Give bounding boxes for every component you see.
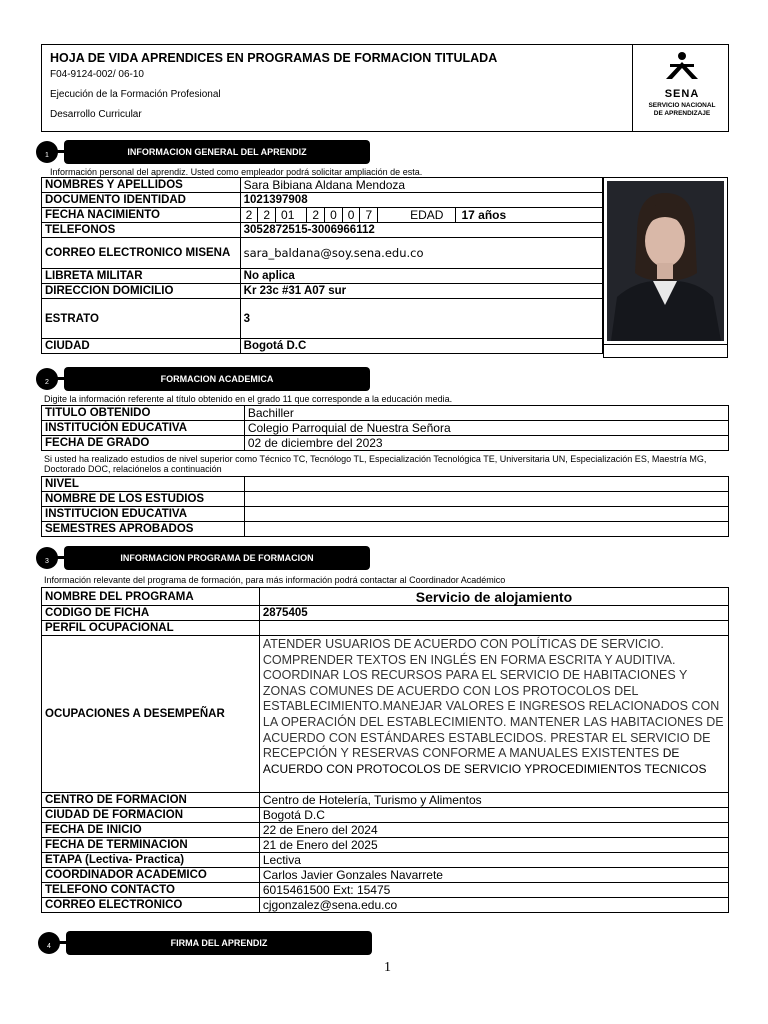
table-row bbox=[42, 606, 729, 621]
table-row bbox=[42, 284, 603, 299]
row-value bbox=[244, 507, 728, 522]
document-id-value: 1021397908 bbox=[240, 193, 602, 208]
higher-studies-note: Si usted ha realizado estudios de nivel superior como Técnico TC, Tecnólogo TL, Especialización Tecnológica TE, Universitaria UN, Especialización ES, Maestría MG, Doctorado DOC, relaciónelos a continuación bbox=[44, 454, 707, 474]
row-label: CORREO ELECTRONICO bbox=[42, 898, 260, 913]
row-label: SEMESTRES APROBADOS bbox=[42, 522, 245, 537]
table-row bbox=[42, 477, 729, 492]
table-row bbox=[42, 588, 729, 606]
row-label: CIUDAD bbox=[42, 339, 241, 354]
row-label: FECHA DE INICIO bbox=[42, 823, 260, 838]
section-title: INFORMACION GENERAL DEL APRENDIZ bbox=[64, 140, 370, 164]
table-row bbox=[42, 838, 729, 853]
graduation-date-value: 02 de diciembre del 2023 bbox=[244, 436, 728, 451]
table-row bbox=[42, 178, 603, 193]
stratum-value: 3 bbox=[240, 299, 602, 339]
end-date-value: 21 de Enero del 2025 bbox=[259, 838, 728, 853]
table-row bbox=[42, 823, 729, 838]
program-name-value: Servicio de alojamiento bbox=[259, 588, 728, 606]
phones-value: 3052872515-3006966112 bbox=[240, 223, 602, 238]
table-row bbox=[42, 621, 729, 636]
table-row bbox=[42, 853, 729, 868]
birth-digit: 7 bbox=[360, 208, 378, 222]
program-note: Información relevante del programa de formación, para más información podrá contactar al Coordinador Académico bbox=[44, 575, 506, 585]
section-number: 1 bbox=[36, 141, 58, 163]
logo-subtitle-line-1: SERVICIO NACIONAL bbox=[648, 102, 716, 109]
row-label: NIVEL bbox=[42, 477, 245, 492]
sena-logo-icon bbox=[662, 51, 702, 81]
occupations-text-continued: DE ACUERDO CON PROTOCOLOS DE SERVICIO YPROCEDIMIENTOS TECNICOS bbox=[262, 746, 707, 776]
table-row bbox=[42, 421, 729, 436]
logo-subtitle bbox=[640, 102, 724, 118]
birth-digit: 2 bbox=[258, 208, 276, 222]
row-label: TITULO OBTENIDO bbox=[42, 406, 245, 421]
row-label: INSTITUCIÓN EDUCATIVA bbox=[42, 421, 245, 436]
header-line-2: Desarrollo Curricular bbox=[50, 109, 142, 120]
row-value bbox=[244, 477, 728, 492]
row-value bbox=[244, 522, 728, 537]
table-row bbox=[42, 299, 603, 339]
header-line-1: Ejecución de la Formación Profesional bbox=[50, 89, 221, 100]
row-label: ETAPA (Lectiva- Practica) bbox=[42, 853, 260, 868]
general-note: Información personal del aprendiz. Usted como empleador podrá solicitar ampliación de esta. bbox=[50, 167, 423, 177]
row-label: DOCUMENTO IDENTIDAD bbox=[42, 193, 241, 208]
row-label: LIBRETA MILITAR bbox=[42, 269, 241, 284]
table-row bbox=[42, 898, 729, 913]
table-row bbox=[42, 436, 729, 451]
ficha-value: 2875405 bbox=[259, 606, 728, 621]
degree-value: Bachiller bbox=[244, 406, 728, 421]
birth-digit: 0 bbox=[325, 208, 343, 222]
email-value: sara_baldana@soy.sena.edu.co bbox=[240, 238, 602, 269]
birth-digit: 0 bbox=[343, 208, 361, 222]
document-title: HOJA DE VIDA APRENDICES EN PROGRAMAS DE FORMACION TITULADA bbox=[50, 51, 498, 65]
table-row bbox=[42, 492, 729, 507]
applicant-photo bbox=[607, 181, 724, 341]
occupations-cell bbox=[259, 636, 728, 793]
row-label: CORREO ELECTRONICO MISENA bbox=[42, 238, 241, 269]
military-card-value: No aplica bbox=[240, 269, 602, 284]
city-value: Bogotá D.C bbox=[240, 339, 602, 354]
section-banner-2 bbox=[36, 367, 372, 391]
address-value: Kr 23c #31 A07 sur bbox=[240, 284, 602, 299]
section-title: FORMACION ACADEMICA bbox=[64, 367, 370, 391]
start-date-value: 22 de Enero del 2024 bbox=[259, 823, 728, 838]
section-number: 2 bbox=[36, 368, 58, 390]
profile-value bbox=[259, 621, 728, 636]
logo-text: SENA bbox=[664, 88, 700, 100]
section-number: 3 bbox=[36, 547, 58, 569]
row-label: FECHA DE TERMINACION bbox=[42, 838, 260, 853]
table-row bbox=[42, 269, 603, 284]
birth-digit: 2 bbox=[241, 208, 259, 222]
row-label: OCUPACIONES A DESEMPEÑAR bbox=[42, 636, 260, 793]
row-label: TELEFONOS bbox=[42, 223, 241, 238]
training-center-value: Centro de Hotelería, Turismo y Alimentos bbox=[259, 793, 728, 808]
general-info-table bbox=[41, 177, 603, 354]
row-label: COORDINADOR ACADEMICO bbox=[42, 868, 260, 883]
academic-table bbox=[41, 405, 729, 451]
photo-frame bbox=[603, 177, 728, 358]
row-label: NOMBRE DE LOS ESTUDIOS bbox=[42, 492, 245, 507]
section-title: INFORMACION PROGRAMA DE FORMACION bbox=[64, 546, 370, 570]
table-row bbox=[42, 636, 729, 793]
table-row bbox=[42, 868, 729, 883]
training-city-value: Bogotá D.C bbox=[259, 808, 728, 823]
row-label: FECHA DE GRADO bbox=[42, 436, 245, 451]
birth-date-digits bbox=[241, 208, 602, 222]
birth-digit: 2 bbox=[307, 208, 325, 222]
table-row bbox=[42, 808, 729, 823]
document-header bbox=[41, 44, 729, 132]
table-row bbox=[42, 522, 729, 537]
sena-logo bbox=[640, 51, 724, 125]
birth-date-cell bbox=[240, 208, 602, 223]
coordinator-value: Carlos Javier Gonzales Navarrete bbox=[259, 868, 728, 883]
row-label: NOMBRES Y APELLIDOS bbox=[42, 178, 241, 193]
table-row bbox=[42, 238, 603, 269]
table-row bbox=[42, 223, 603, 238]
program-table bbox=[41, 587, 729, 913]
occupations-text: ATENDER USUARIOS DE ACUERDO CON POLÍTICAS DE SERVICIO. COMPRENDER TEXTOS EN INGLÉS EN FORMA ESCRITA Y AUDITIVA. COORDINAR LOS RECURSOS PARA EL SERVICIO DE HABITACIONES Y ZONAS COMUNES DE ACUERDO CON LOS PROTOCOLOS DEL ESTABLECIMIENTO.MANEJAR VALORES E INGRESOS RELACIONADOS CON LA OPERACIÓN DEL ESTABLECIMIENTO. MANTENER LAS HABITACIONES DE ACUERDO CON ESTÁNDARES ESTABLECIDOS. PRESTAR EL SERVICIO DE RECEPCIÓN Y RESERVAS CONFORME A MANUALES EXISTENTES bbox=[262, 637, 724, 761]
row-label: TELEFONO CONTACTO bbox=[42, 883, 260, 898]
photo-divider bbox=[604, 344, 727, 345]
section-banner-1 bbox=[36, 140, 372, 164]
section-number: 4 bbox=[38, 932, 60, 954]
row-label: CODIGO DE FICHA bbox=[42, 606, 260, 621]
row-label: NOMBRE DEL PROGRAMA bbox=[42, 588, 260, 606]
age-label: EDAD bbox=[405, 208, 456, 222]
header-divider bbox=[632, 45, 633, 131]
row-label: ESTRATO bbox=[42, 299, 241, 339]
document-code: F04-9124-002/ 06-10 bbox=[50, 69, 144, 80]
table-row bbox=[42, 208, 603, 223]
table-row bbox=[42, 883, 729, 898]
section-banner-4 bbox=[38, 931, 374, 955]
row-label: CIUDAD DE FORMACION bbox=[42, 808, 260, 823]
full-name-value: Sara Bibiana Aldana Mendoza bbox=[240, 178, 602, 193]
birth-digit: 01 bbox=[276, 208, 307, 222]
page-number: 1 bbox=[384, 960, 391, 975]
row-label: PERFIL OCUPACIONAL bbox=[42, 621, 260, 636]
table-row bbox=[42, 339, 603, 354]
row-label: DIRECCION DOMICILIO bbox=[42, 284, 241, 299]
contact-email-value: cjgonzalez@sena.edu.co bbox=[259, 898, 728, 913]
applicant-photo-image bbox=[607, 181, 724, 341]
row-value bbox=[244, 492, 728, 507]
table-row bbox=[42, 193, 603, 208]
row-label: CENTRO DE FORMACION bbox=[42, 793, 260, 808]
higher-studies-table bbox=[41, 476, 729, 537]
section-banner-3 bbox=[36, 546, 372, 570]
logo-subtitle-line-2: DE APRENDIZAJE bbox=[653, 110, 711, 117]
academic-note: Digite la información referente al título obtenido en el grado 11 que corresponde a la educación media. bbox=[44, 394, 453, 404]
table-row bbox=[42, 793, 729, 808]
row-label: INSTITUCION EDUCATIVA bbox=[42, 507, 245, 522]
section-title: FIRMA DEL APRENDIZ bbox=[66, 931, 372, 955]
institution-value: Colegio Parroquial de Nuestra Señora bbox=[244, 421, 728, 436]
table-row bbox=[42, 406, 729, 421]
row-label: FECHA NACIMIENTO bbox=[42, 208, 241, 223]
stage-value: Lectiva bbox=[259, 853, 728, 868]
table-row bbox=[42, 507, 729, 522]
contact-phone-value: 6015461500 Ext: 15475 bbox=[259, 883, 728, 898]
age-value: 17 años bbox=[461, 208, 507, 222]
